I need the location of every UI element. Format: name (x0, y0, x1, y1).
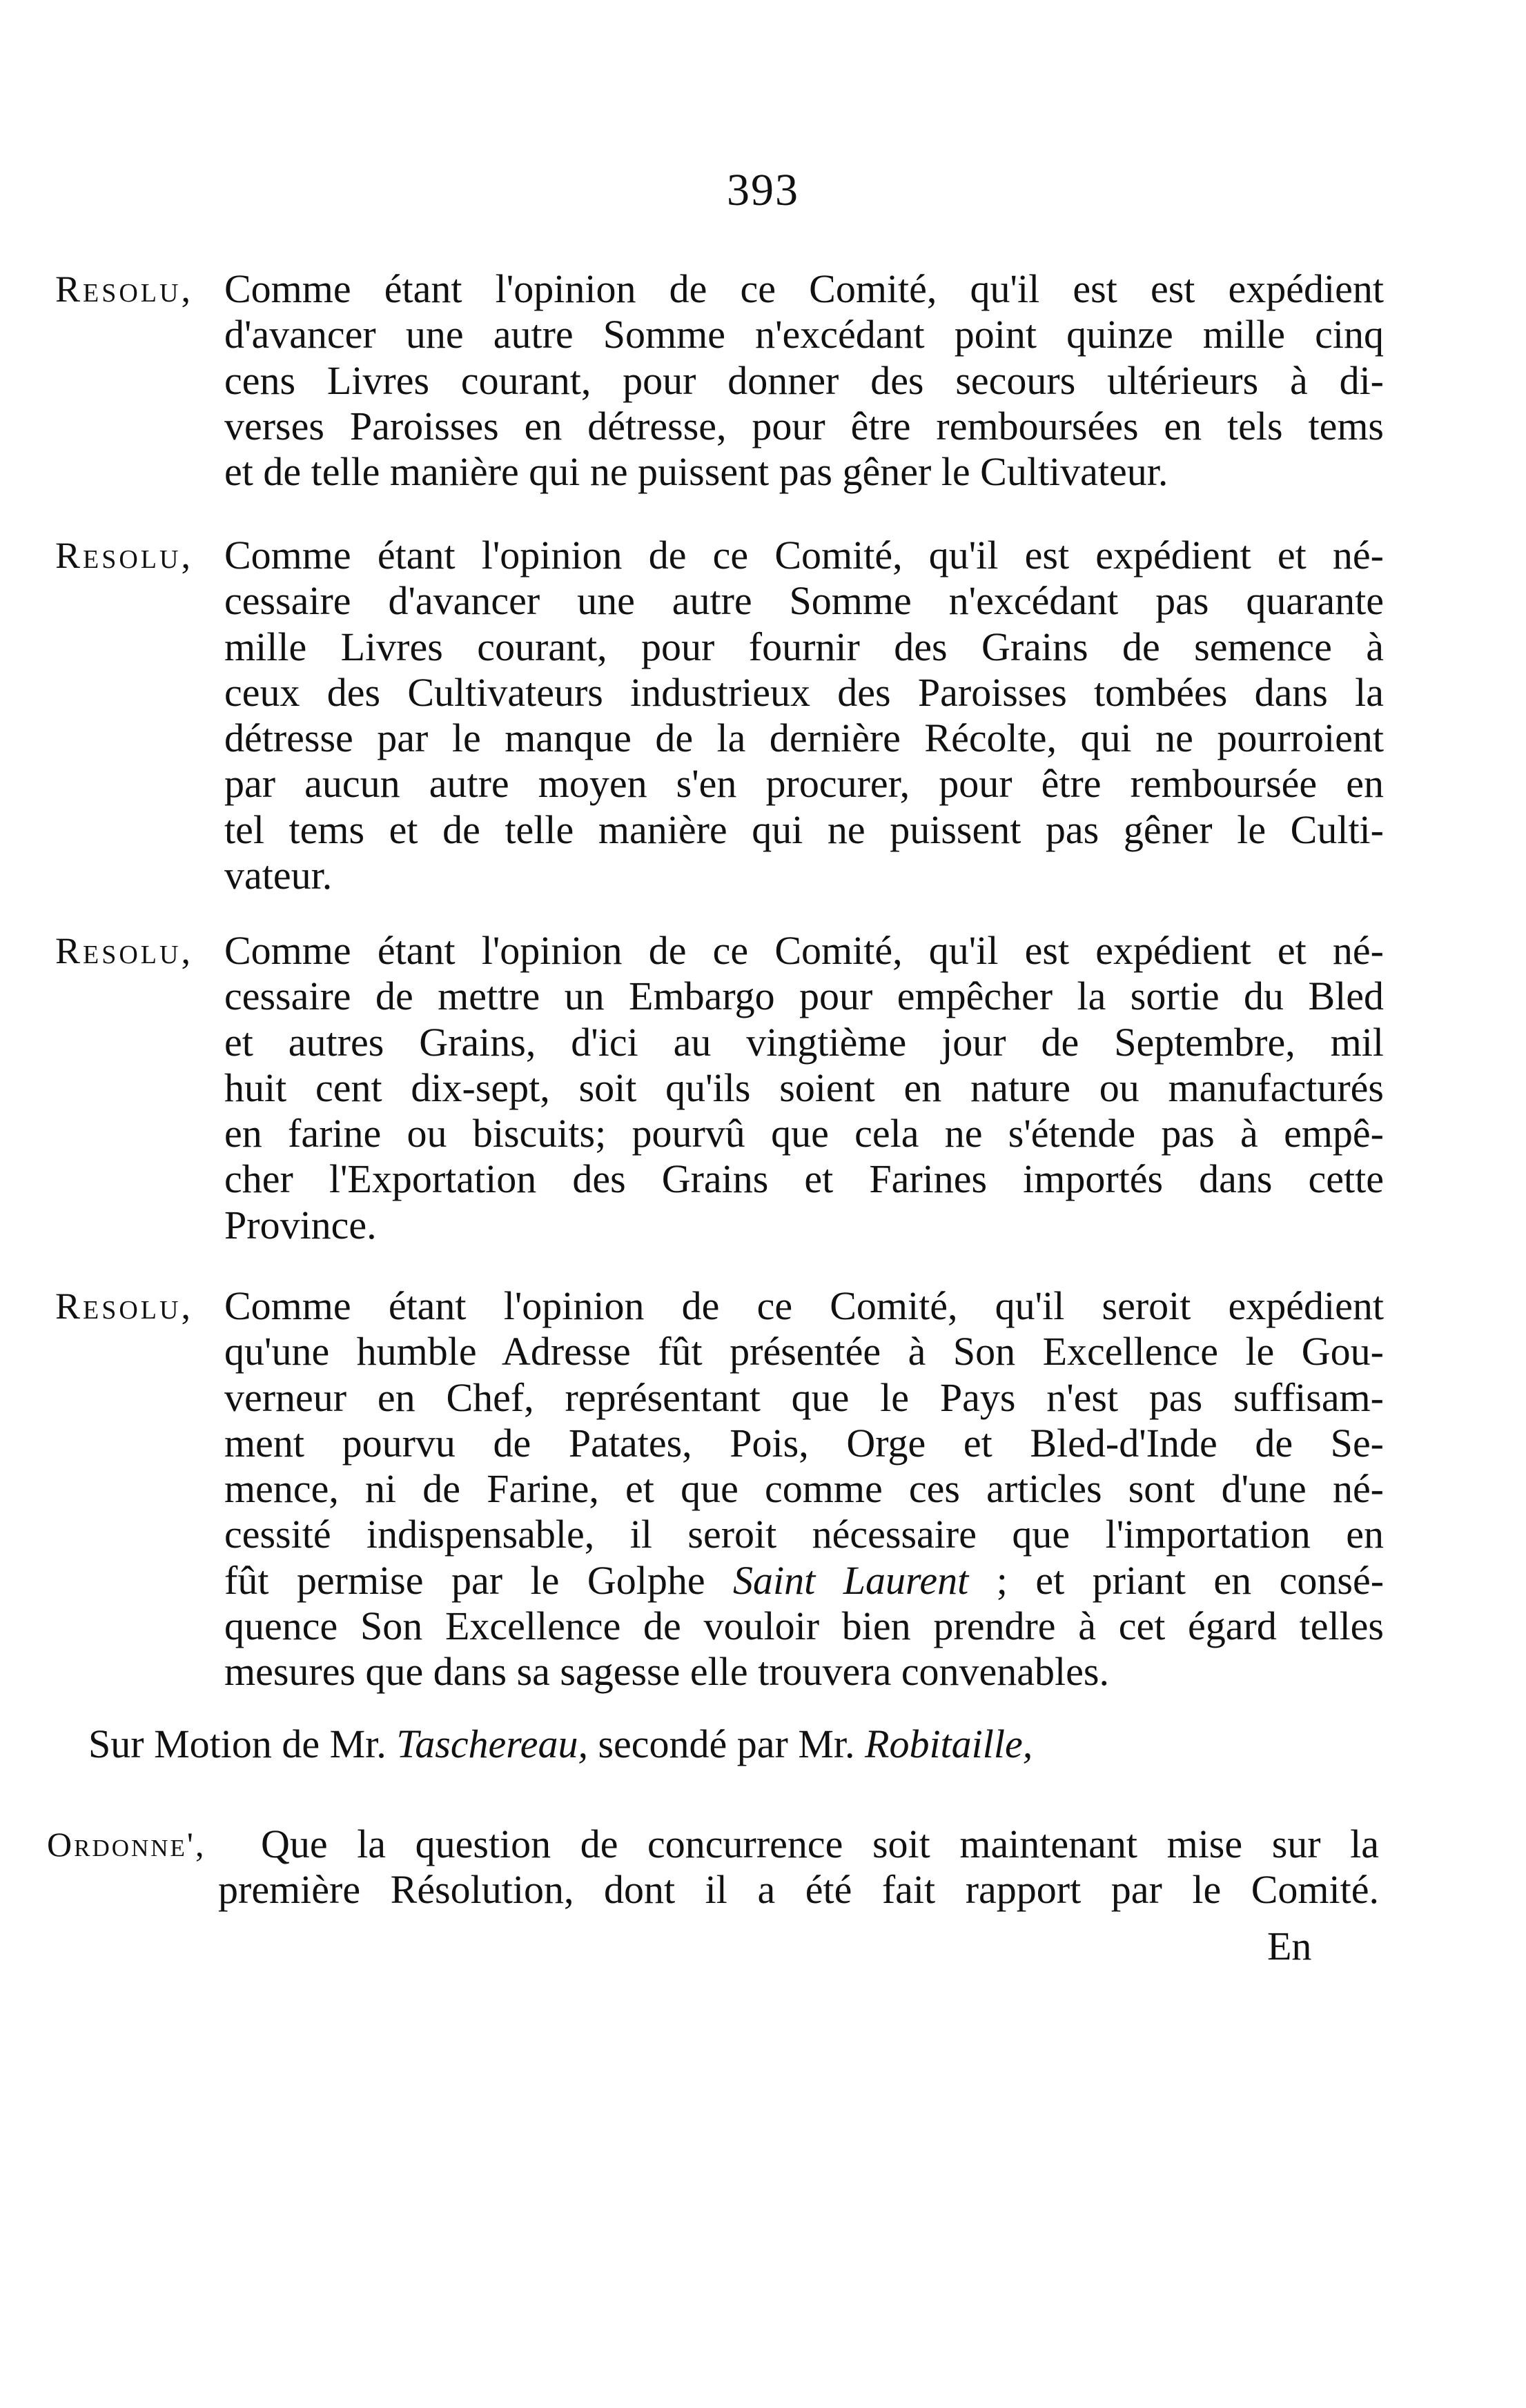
text-line: cessité indispensable, il seroit nécessaire que l'importation en (224, 1512, 1384, 1557)
text-line: mence, ni de Farine, et que comme ces articles sont d'une né- (224, 1466, 1384, 1512)
text-line: verses Paroisses en détresse, pour être remboursées en tels tems (224, 403, 1384, 448)
text-line: qu'une humble Adresse fût présentée à Son Excellence le Gou- (224, 1329, 1384, 1374)
text-line: et de telle manière qui ne puissent pas gêner le Cultivateur. (224, 449, 1168, 495)
resolution-4 (55, 1283, 1491, 1695)
text-line: en farine ou biscuits; pourvû que cela ne s'étende pas à empê- (224, 1111, 1384, 1156)
text-line: première Résolution, dont il a été fait rapport par le Comité. (218, 1867, 1379, 1912)
catchword: En (1267, 1924, 1312, 1968)
text-line: Comme étant l'opinion de ce Comité, qu'il seroit expédient (224, 1283, 1384, 1328)
resolution-label: Resolu, (55, 535, 193, 576)
text-line: mille Livres courant, pour fournir des Grains de semence à (224, 624, 1384, 669)
text-line: Comme étant l'opinion de ce Comité, qu'il est expédient et né- (224, 533, 1384, 578)
motion-mover: Taschereau, (396, 1721, 588, 1766)
text-line: d'avancer une autre Somme n'excédant point quinze mille cinq (224, 312, 1384, 357)
text-line: fût permise par le Golphe Saint Laurent ; et priant en consé- (224, 1557, 1385, 1603)
resolution-label: Resolu, (55, 930, 193, 971)
motion-seconder: Robitaille, (865, 1721, 1033, 1766)
resolution-label: Resolu, (55, 1285, 193, 1327)
ordonne-text (218, 1822, 1379, 1913)
motion-prefix: Sur Motion de Mr. (88, 1721, 397, 1766)
page-number: 393 (727, 165, 799, 215)
text-line: verneur en Chef, représentant que le Pays n'est pas suffisam- (224, 1374, 1384, 1420)
text-line: Comme étant l'opinion de ce Comité, qu'il est expédient et né- (224, 928, 1384, 973)
ordonne-label: Ordonne', (47, 1825, 206, 1864)
text-line: cher l'Exportation des Grains et Farines importés dans cette (224, 1156, 1384, 1202)
resolution-2 (55, 533, 1491, 898)
text-line: ceux des Cultivateurs industrieux des Paroisses tombées dans la (224, 669, 1384, 715)
text-line: vateur. (224, 853, 333, 898)
motion-middle: secondé par Mr. (587, 1721, 865, 1766)
text-line: ment pourvu de Patates, Pois, Orge et Bled-d'Inde de Se- (224, 1420, 1384, 1465)
text-line: mesures que dans sa sagesse elle trouvera convenables. (224, 1649, 1109, 1695)
text-line: Comme étant l'opinion de ce Comité, qu'il est est expédient (224, 266, 1384, 311)
resolution-1 (55, 266, 1491, 495)
resolution-text (224, 533, 1384, 898)
text-line: et autres Grains, d'ici au vingtième jour de Septembre, mil (224, 1019, 1384, 1065)
text-line: cessaire de mettre un Embargo pour empêcher la sortie du Bled (224, 974, 1384, 1019)
text-line: huit cent dix-sept, soit qu'ils soient en nature ou manufacturés (224, 1065, 1384, 1110)
text-line: quence Son Excellence de vouloir bien prendre à cet égard telles (224, 1603, 1384, 1649)
text-line: Que la question de concurrence soit maintenant mise sur la (261, 1822, 1379, 1866)
italic-place-name: Saint Laurent (733, 1557, 969, 1603)
motion-line (88, 1721, 1033, 1767)
text-line: cessaire d'avancer une autre Somme n'excédant pas quarante (224, 578, 1384, 624)
resolution-text (224, 1283, 1384, 1695)
resolution-text (224, 928, 1384, 1248)
ordonne-entry (47, 1822, 1496, 1913)
resolution-text (224, 266, 1384, 495)
resolution-label: Resolu, (55, 268, 193, 310)
text-line: détresse par le manque de la dernière Récolte, qui ne pourroient (224, 716, 1384, 761)
text-line: par aucun autre moyen s'en procurer, pour être remboursée en (224, 761, 1384, 807)
text-line: Province. (224, 1202, 377, 1247)
text-line: cens Livres courant, pour donner des secours ultérieurs à di- (224, 357, 1384, 403)
text-line: tel tems et de telle manière qui ne puissent pas gêner le Culti- (224, 807, 1384, 852)
resolution-3 (55, 928, 1491, 1248)
